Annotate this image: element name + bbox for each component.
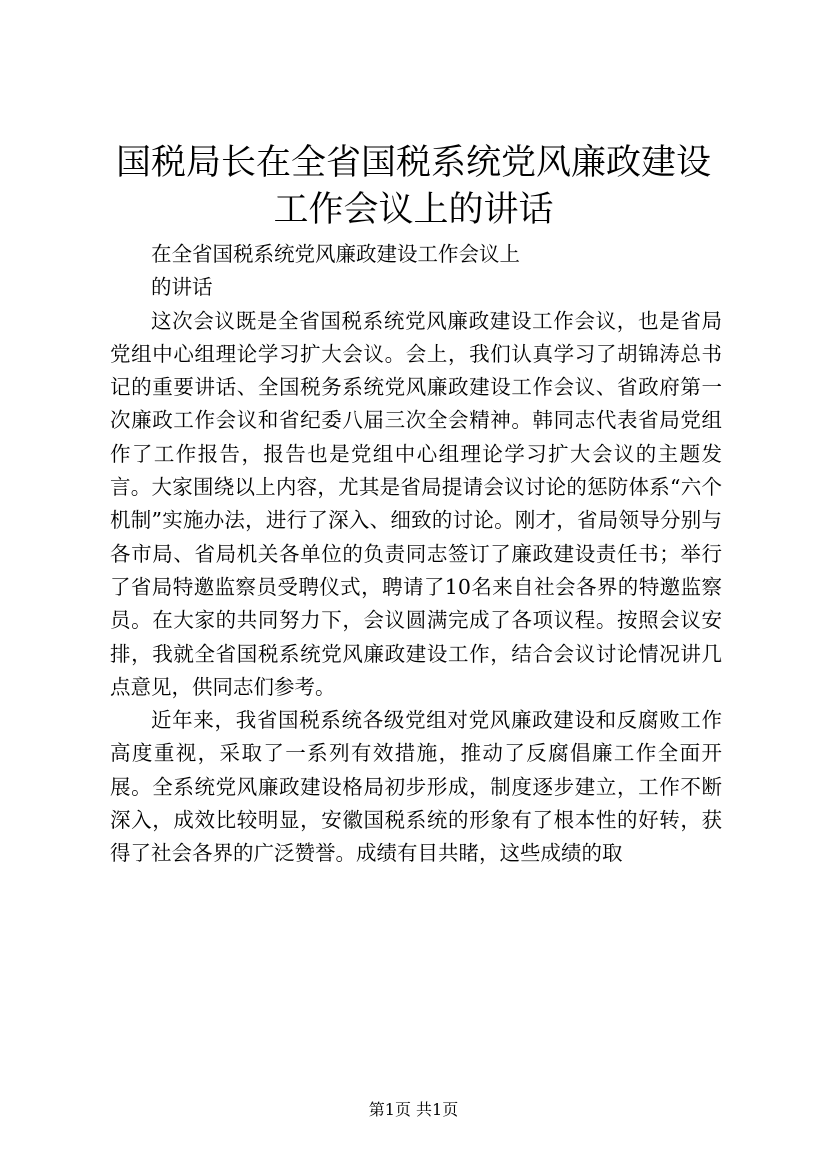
document-body (110, 238, 722, 871)
subtitle-line-2: 的讲话 (151, 275, 213, 300)
document-title: 国税局长在全省国税系统党风廉政建设工作会议上的讲话 (115, 143, 711, 230)
subtitle-line-1: 在全省国税系统党风廉政建设工作会议上 (151, 242, 520, 266)
page-footer: 第1页 共1页 (368, 1100, 459, 1119)
body-paragraph-1: 这次会议既是全省国税系统党风廉政建设工作会议，也是省局党组中心组理论学习扩大会议。会上，我们认真学习了胡锦涛总书记的重要讲话、全国税务系统党风廉政建设工作会议、省政府第一次廉政工作会议和省纪委八届三次全会精神。韩同志代表省局党组作了工作报告，报告也是党组中心组理论学习扩大会议的主题发言。大家围绕以上内容，尤其是省局提请会议讨论的惩防体系“六个机制”实施办法，进行了深入、细致的讨论。刚才，省局领导分别与各市局、省局机关各单位的负责同志签订了廉政建设责任书；举行了省局特邀监察员受聘仪式，聘请了10名来自社会各界的特邀监察员。在大家的共同努力下，会议圆满完成了各项议程。按照会议安排，我就全省国税系统党风廉政建设工作，结合会议讨论情况讲几点意见，供同志们参考。 (110, 308, 722, 699)
body-paragraph-2: 近年来，我省国税系统各级党组对党风廉政建设和反腐败工作高度重视，采取了一系列有效措施，推动了反腐倡廉工作全面开展。全系统党风廉政建设格局初步形成，制度逐步建立，工作不断深入，成效比较明显，安徽国税系统的形象有了根本性的好转，获得了社会各界的广泛赞誉。成绩有目共睹，这些成绩的取 (110, 708, 722, 866)
